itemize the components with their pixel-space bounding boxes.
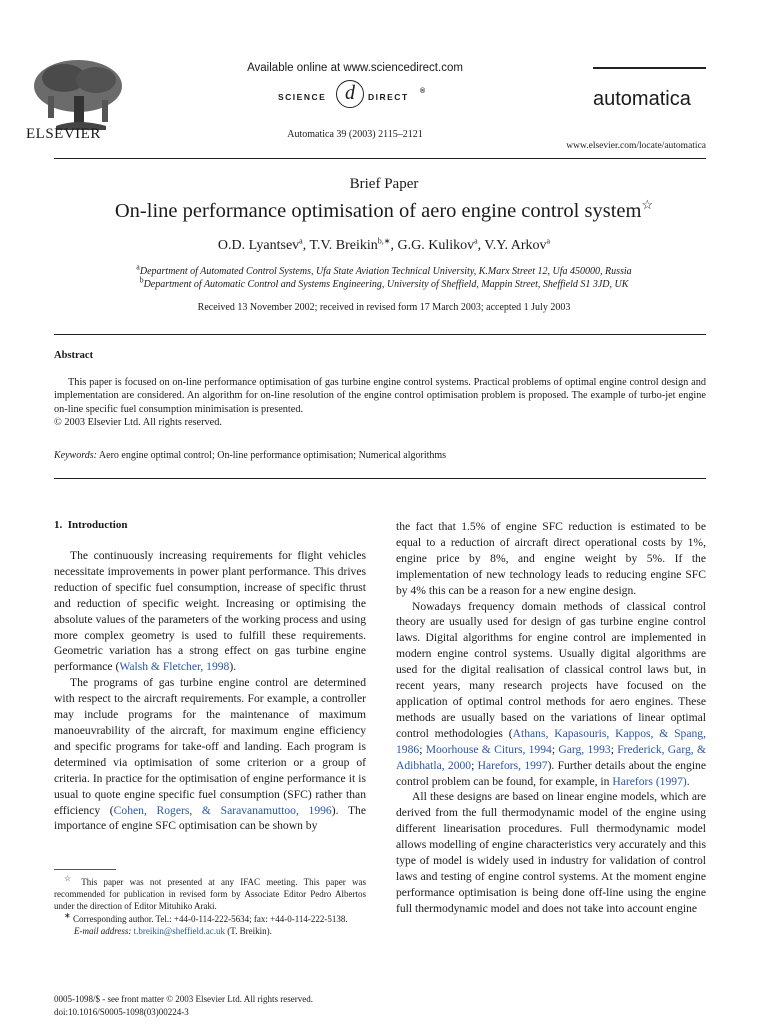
email-label: E-mail address: xyxy=(74,925,132,936)
author-4-sup: a xyxy=(546,236,551,246)
article-title xyxy=(0,197,768,223)
sciencedirect-logo xyxy=(252,82,472,110)
journal-rule xyxy=(593,67,706,69)
author-sep: , xyxy=(390,238,398,253)
right-p2-end: . xyxy=(686,774,690,788)
sd-symbol-icon: d xyxy=(336,80,364,108)
sd-left: SCIENCE xyxy=(278,92,327,102)
right-paragraph-2 xyxy=(396,599,706,790)
footnote-rule xyxy=(54,869,116,870)
abstract-heading: Abstract xyxy=(54,350,94,361)
ref-sep: ; xyxy=(551,742,559,756)
affiliation-b xyxy=(0,275,768,290)
author-2: T.V. Breikin xyxy=(309,238,378,253)
intro-p1-text: The continuously increasing requirements for flight vehicles necessitate improvements in power plant performance. This drives reduction of specific fuel consumption, increase of specific thrust and reduction of specific weight. Increasing or optimising the absolute values of the parameters of the working process and using more complex geometry is used to fulfill these requirements. Geometric variation has a strong effect on gas turbine engine performance ( xyxy=(54,549,366,674)
footnote-1 xyxy=(54,876,366,913)
footnote-1-mark: ☆ xyxy=(64,874,76,883)
footnote-email xyxy=(54,925,366,937)
keywords-text: Aero engine optimal control; On-line performance optimisation; Numerical algorithms xyxy=(98,450,447,461)
ref-sep: ; xyxy=(419,742,426,756)
abstract-text xyxy=(54,376,706,430)
title-footnote-mark: ☆ xyxy=(641,197,654,213)
available-online: Available online at www.sciencedirect.com xyxy=(247,62,463,74)
journal-citation: Automatica 39 (2003) 2115–2121 xyxy=(287,129,423,140)
intro-p2-text: The programs of gas turbine engine control are determined with respect to the aircraft requirements. For example, a controller may include programs for the maintenance of maximum manoeuvrability of the aircraft, for maximum engine efficiency and specific programs for take-off and landing. Each program is determined via optimisation of some criterion or a group of criteria. In practice for the optimisation of engine performance it is usual to quote engine specific fuel consumption (SFC) rather than efficiency ( xyxy=(54,676,366,817)
ref-sep: ; xyxy=(471,758,478,772)
publisher-name: ELSEVIER xyxy=(26,126,101,142)
author-list xyxy=(0,238,768,254)
author-2-sup: b,∗ xyxy=(377,236,391,246)
doi-line: doi:10.1016/S0005-1098(03)00224-3 xyxy=(54,1007,189,1017)
keywords xyxy=(54,450,706,461)
ref-sep: ; xyxy=(610,742,618,756)
keywords-label: Keywords: xyxy=(54,450,97,461)
affiliation-b-text: Department of Automatic Control and Systems Engineering, University of Sheffield, Mappin Street, Sheffield S1 3JD, UK xyxy=(143,279,629,290)
affiliation-b-sup: b xyxy=(139,275,144,285)
right-p2-text: Nowadays frequency domain methods of classical control theory are usually used for design of gas turbine engine control laws. Digital algorithms for engine control are implemented in modern engine control systems. Usually digital algorithms are used for the digital realisation of classical control laws but, in recent years, many research projects have focused on the application of optimal control methods for aero engines. These methods are usually based on the variations of linear optimal control methodologies ( xyxy=(396,599,706,740)
header-rule xyxy=(54,158,706,159)
sd-mark: ® xyxy=(420,88,426,95)
email-link[interactable]: t.breikin@sheffield.ac.uk xyxy=(133,925,226,936)
ref-walsh-fletcher[interactable]: Walsh & Fletcher, 1998 xyxy=(119,660,230,674)
ref-athans[interactable]: Athans, Kapasouris, Kappos, & Spang, 1986 xyxy=(396,726,706,756)
email-end: (T. Breikin). xyxy=(227,925,272,936)
article-title-text: On-line performance optimisation of aero engine control system xyxy=(114,200,642,222)
ref-harefors-2[interactable]: Harefors (1997) xyxy=(612,774,687,788)
received-dates: Received 13 November 2002; received in revised form 17 March 2003; accepted 1 July 2003 xyxy=(197,302,571,313)
left-column xyxy=(54,548,366,834)
article-type: Brief Paper xyxy=(349,176,419,192)
sd-right: DIRECT xyxy=(368,92,409,102)
intro-paragraph-1 xyxy=(54,548,366,675)
footnote-2 xyxy=(54,910,366,925)
intro-p2-end: ). The importance of engine SFC optimisation can be shown by xyxy=(54,803,366,833)
author-1: O.D. Lyantsev xyxy=(217,238,300,253)
journal-name: automatica xyxy=(593,88,691,110)
footnote-2-text: Corresponding author. Tel.: +44-0-114-222-5634; fax: +44-0-114-222-5138. xyxy=(72,913,348,924)
journal-url: www.elsevier.com/locate/automatica xyxy=(566,141,706,151)
abstract-rule xyxy=(54,478,706,479)
author-sep: , xyxy=(302,238,310,253)
ref-garg[interactable]: Garg, 1993 xyxy=(558,742,611,756)
ref-moorhouse[interactable]: Moorhouse & Citurs, 1994 xyxy=(425,742,552,756)
author-3-sup: a xyxy=(474,236,478,246)
right-column xyxy=(396,519,706,917)
affiliation-a-text: Department of Automated Control Systems, Ufa State Aviation Technical University, K.Marx Street 12, Ufa 450000, Russia xyxy=(139,266,632,277)
ref-frederick[interactable]: Frederick, Garg, & Adibhatla, 2000 xyxy=(396,742,706,772)
author-1-sup: a xyxy=(299,236,303,246)
footnote-1-text: This paper was not presented at any IFAC meeting. This paper was recommended for publication in revised form by Associate Editor Pedro Albertos under the direction of Editor Mituhiko Araki. xyxy=(54,877,367,912)
author-sep: , xyxy=(477,238,485,253)
issn-line: 0005-1098/$ - see front matter © 2003 Elsevier Ltd. All rights reserved. xyxy=(54,994,314,1004)
front-matter xyxy=(54,993,384,1019)
ref-harefors[interactable]: Harefors, 1997 xyxy=(477,758,548,772)
ref-cohen-rogers[interactable]: Cohen, Rogers, & Saravanamuttoo, 1996 xyxy=(113,803,332,817)
right-paragraph-1: the fact that 1.5% of engine SFC reduction is estimated to be equal to a reduction of aircraft direct operational costs by 1%, engine price by 8%, and engine weight by 5%. If the implementation of new technology leads to reducing engine SFC by 4% this can be a reason for a new engine design. xyxy=(396,520,706,597)
right-p2-mid: ). Further details about the engine control problem can be found, for example, in xyxy=(396,758,706,788)
right-paragraph-3: All these designs are based on linear engine models, which are derived from the full thermodynamic model of the engine using different linearisation procedures. Full thermodynamic model allows modelling of engine characteristics very accurately and this type of model is widely used in industry for validation of control laws and testing of engine control systems. At the moment engine performance optimisation is being done off-line using the engine full thermodynamic model and does not take into account engine xyxy=(396,790,706,915)
abstract-body: This paper is focused on on-line performance optimisation of gas turbine engine control systems. Practical problems of optimal engine control design and implementation are considered. An algorithm for on-line resolution of the engine control optimisation problem is proposed. The example of turbo-jet engine on-line specific fuel consumption minimisation is presented. xyxy=(54,377,706,415)
affiliation-a-sup: a xyxy=(136,262,140,272)
abstract-copyright: © 2003 Elsevier Ltd. All rights reserved. xyxy=(54,417,222,429)
intro-paragraph-2 xyxy=(54,675,366,834)
title-rule xyxy=(54,334,706,335)
affiliation-a xyxy=(0,262,768,277)
author-4: V.Y. Arkov xyxy=(484,238,547,253)
intro-p1-end: ). xyxy=(229,660,237,674)
footnote-2-mark: ∗ xyxy=(64,910,71,920)
section-heading-introduction: 1. Introduction xyxy=(54,519,128,531)
author-3: G.G. Kulikov xyxy=(397,238,475,253)
footnotes xyxy=(54,876,366,937)
